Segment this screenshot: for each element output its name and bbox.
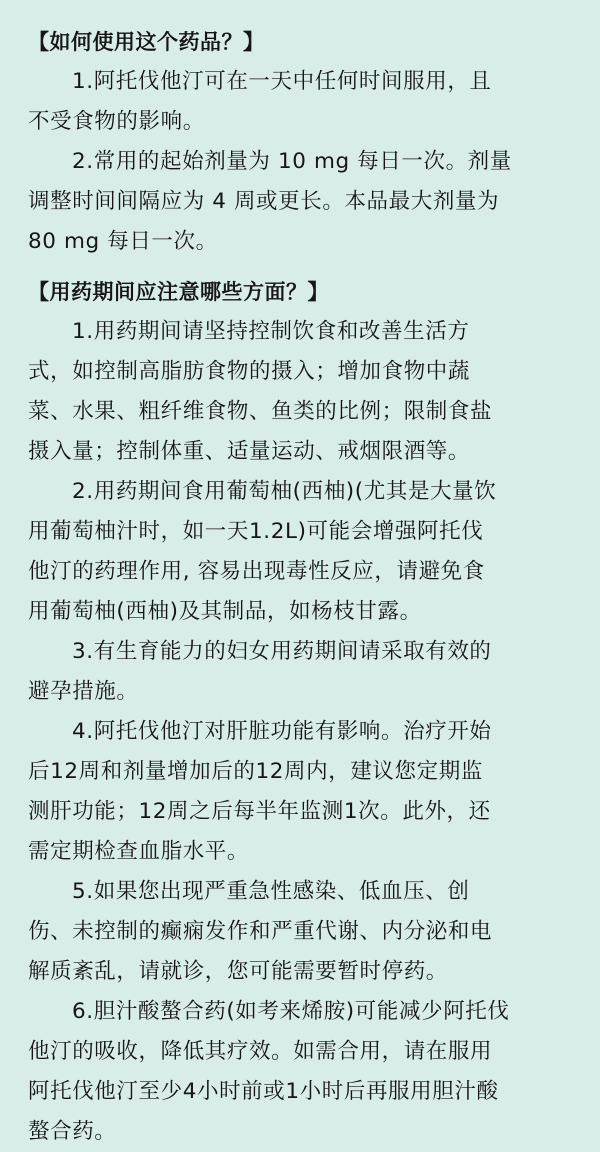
paragraph [28,472,572,632]
text-line: 4.阿托伐他汀对肝脏功能有影响。治疗开始 [72,719,492,744]
section-heading: 【如何使用这个药品？】 [28,30,265,54]
text-line: 调整时间间隔应为 4 周或更长。本品最大剂量为 [28,189,500,214]
text-line: 6.胆汁酸螯合药(如考来烯胺)可能减少阿托伐 [72,999,510,1024]
text-line: 3.有生育能力的妇女用药期间请采取有效的 [72,639,492,664]
paragraph [28,712,572,872]
text-line: 80 mg 每日一次。 [28,229,218,254]
text-line: 2.常用的起始剂量为 10 mg 每日一次。剂量 [72,149,512,174]
paragraph [28,992,572,1152]
text-line: 他汀的吸收，降低其疗效。如需合用，请在服用 [28,1039,493,1064]
text-line: 测肝功能；12周之后每半年监测1次。此外，还 [28,799,491,824]
text-line: 解质紊乱，请就诊，您可能需要暂时停药。 [28,959,448,984]
paragraph [28,312,572,472]
section-precautions [28,272,572,1152]
text-line: 菜、水果、粗纤维食物、鱼类的比例；限制食盐 [28,399,493,424]
text-line: 1.用药期间请坚持控制饮食和改善生活方 [72,319,470,344]
text-line: 1.阿托伐他汀可在一天中任何时间服用，且 [72,69,492,94]
text-line: 后12周和剂量增加后的12周内，建议您定期监 [28,759,483,784]
text-line: 阿托伐他汀至少4小时前或1小时后再服用胆汁酸 [28,1079,499,1104]
text-line: 需定期检查血脂水平。 [28,839,250,864]
text-line: 避孕措施。 [28,679,139,704]
text-line: 2.用药期间食用葡萄柚(西柚)(尤其是大量饮 [72,479,497,504]
paragraph [28,872,572,992]
text-line: 用葡萄柚(西柚)及其制品，如杨枝甘露。 [28,599,422,624]
text-line: 他汀的药理作用, 容易出现毒性反应，请避免食 [28,559,485,584]
section-heading: 【用药期间应注意哪些方面？】 [28,280,329,304]
text-line: 式，如控制高脂肪食物的摄入；增加食物中蔬 [28,359,471,384]
text-line: 用葡萄柚汁时，如一天1.2L)可能会增强阿托伐 [28,519,484,544]
text-line: 不受食物的影响。 [28,109,205,134]
text-line: 5.如果您出现严重急性感染、低血压、创 [72,879,470,904]
paragraph [28,62,572,142]
section-how-to-use [28,22,572,262]
text-line: 摄入量；控制体重、适量运动、戒烟限酒等。 [28,439,471,464]
paragraph [28,142,572,262]
text-line: 伤、未控制的癫痫发作和严重代谢、内分泌和电 [28,919,493,944]
text-line: 螯合药。 [28,1119,117,1144]
paragraph [28,632,572,712]
